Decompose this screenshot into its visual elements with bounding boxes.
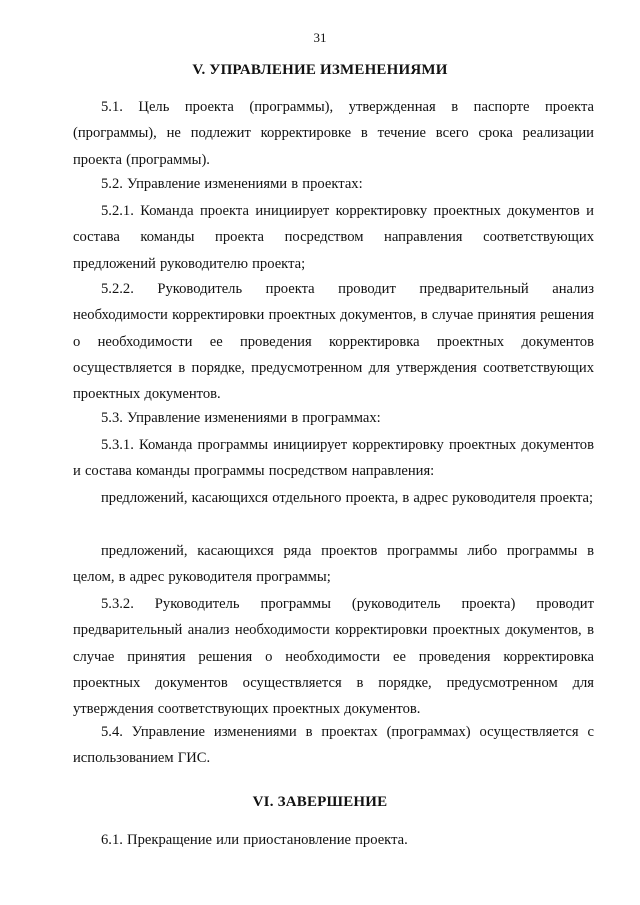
paragraph-5-4: 5.4. Управление изменениями в проектах (программах) осуществляется с использованием ГИС.	[73, 724, 594, 767]
list-item-program-proposals: предложений, касающихся ряда проектов программы либо программы в целом, в адрес руководителя программы;	[73, 543, 594, 586]
paragraph-5-1: 5.1. Цель проекта (программы), утвержденная в паспорте проекта (программы), не подлежит корректировке в течение всего срока реализации проекта (программы).	[73, 99, 594, 168]
paragraph-5-2-2: 5.2.2. Руководитель проекта проводит предварительный анализ необходимости корректировки проектных документов, в случае принятия решения о необходимости ее проведения корректировка проектных документов осуществляется в порядке, предусмотренном для утверждения соответствующих проектных документов.	[73, 281, 594, 403]
paragraph-5-2-1: 5.2.1. Команда проекта инициирует корректировку проектных документов и состава команды проекта посредством направления соответствующих предложений руководителю проекта;	[73, 203, 594, 272]
page-number: 31	[313, 30, 327, 45]
paragraph-5-3: 5.3. Управление изменениями в программах:	[101, 410, 381, 426]
section-heading-completion: VI. ЗАВЕРШЕНИЕ	[252, 794, 388, 810]
list-item-project-proposals: предложений, касающихся отдельного проекта, в адрес руководителя проекта;	[101, 490, 594, 506]
paragraph-5-2: 5.2. Управление изменениями в проектах:	[101, 176, 363, 192]
section-heading-change-management: V. УПРАВЛЕНИЕ ИЗМЕНЕНИЯМИ	[192, 62, 448, 78]
paragraph-5-3-1: 5.3.1. Команда программы инициирует корректировку проектных документов и состава команды программы посредством направления:	[73, 437, 594, 480]
paragraph-6-1: 6.1. Прекращение или приостановление проекта.	[101, 832, 408, 848]
paragraph-5-3-2: 5.3.2. Руководитель программы (руководитель проекта) проводит предварительный анализ необходимости корректировки проектных документов, в случае принятия решения о необходимости ее проведения корректировка проектных документов осуществляется в порядке, предусмотренном для утверждения соответствующих проектных документов.	[73, 596, 594, 718]
